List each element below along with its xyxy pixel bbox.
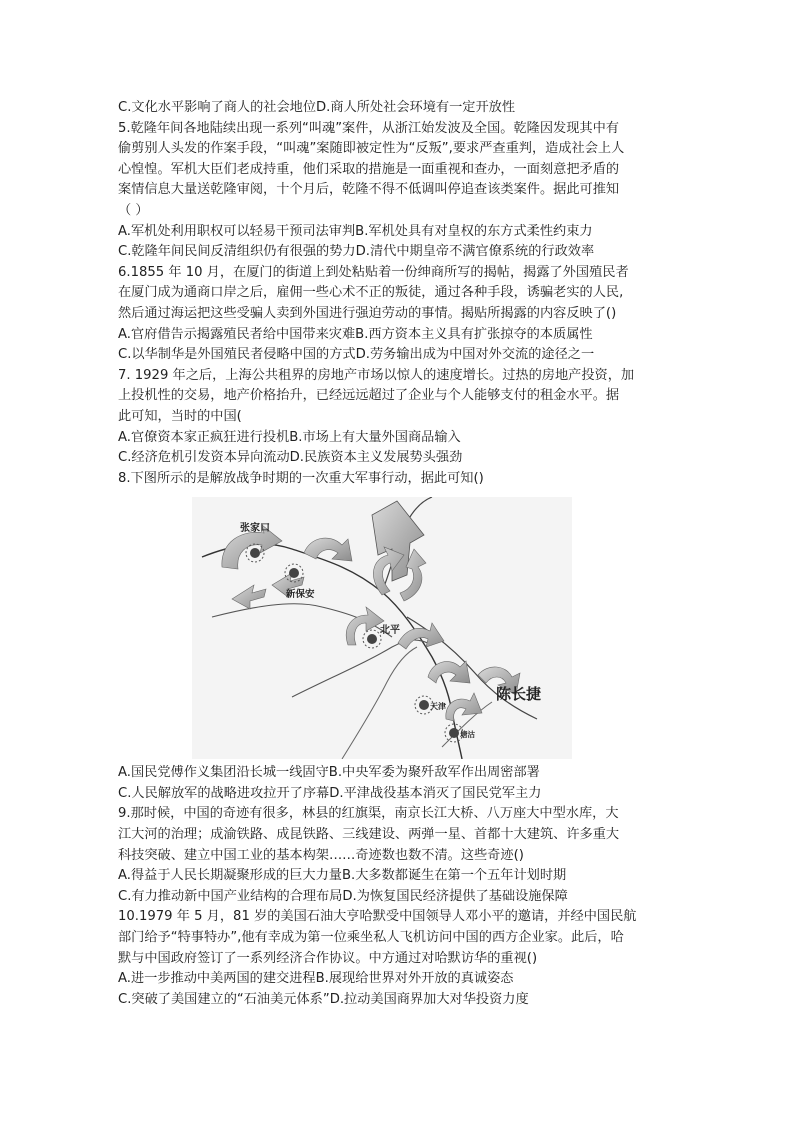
q7-option-a: A.官僚资本家正疯狂进行投机 xyxy=(118,429,290,445)
q9-stem-line: 江大河的治理；成渝铁路、成昆铁路、三线建设、两弹一星、首都十大建筑、许多重大 xyxy=(118,827,620,843)
q9-stem-line: 科技突破、建立中国工业的基本构架……奇迹数也数不清。这些奇迹() xyxy=(118,847,524,863)
q5-options-ab xyxy=(118,222,688,243)
q5-option-d: D.清代中期皇帝不满官僚系统的行政效率 xyxy=(355,244,595,260)
question-10 xyxy=(118,907,688,1010)
q5-option-b: B.军机处具有对皇权的东方式柔性约束力 xyxy=(355,223,593,239)
q8-option-b: B.中央军委为聚歼敌军作出周密部署 xyxy=(328,765,540,781)
q10-options-cd xyxy=(118,990,688,1011)
q10-option-d: D.拉动美国商界加大对华投资力度 xyxy=(329,991,529,1007)
question-6 xyxy=(118,263,688,366)
q7-options-ab xyxy=(118,428,688,449)
q8-options-ab xyxy=(118,763,688,784)
q10-option-b: B.展现给世界对外开放的真诚姿态 xyxy=(315,971,514,987)
q6-option-c: C.以华制华是外国殖民者侵略中国的方式 xyxy=(118,347,356,363)
q4-option-c: C.文化水平影响了商人的社会地位 xyxy=(118,100,317,115)
q4-option-d: D.商人所处社会环境有一定开放性 xyxy=(316,100,516,115)
question-7 xyxy=(118,366,688,469)
q8-option-d: D.平津战役基本消灭了国民党军主力 xyxy=(329,785,542,801)
map-label-beiping: 北平 xyxy=(380,625,400,637)
q5-option-c: C.乾隆年间民间反清组织仍有很强的势力 xyxy=(118,244,356,260)
q10-stem-line: 部门给予“特事特办”,他有幸成为第一位乘坐私人飞机访问中国的西方企业家。此后，哈 xyxy=(118,930,624,946)
q7-option-b: B.市场上有大量外国商品输入 xyxy=(289,429,461,445)
question-8 xyxy=(118,469,688,805)
q6-stem-line: 然后通过海运把这些受骗人卖到外国进行强迫劳动的事情。揭贴所揭露的内容反映了() xyxy=(118,305,617,321)
q6-options-ab xyxy=(118,325,688,346)
q8-option-c: C.人民解放军的战略进攻拉开了序幕 xyxy=(118,785,330,801)
map-label-chen-changjie: 陈长捷 xyxy=(496,685,542,704)
q10-stem-line: 10.1979 年 5 月，81 岁的美国石油大亨哈默受中国领导人邓小平的邀请，并经中国民航 xyxy=(118,909,637,925)
q9-option-d: D.为恢复国民经济提供了基础设施保障 xyxy=(342,888,568,904)
map-label-xinbaoan: 新保安 xyxy=(286,589,315,601)
pingjin-campaign-map xyxy=(192,497,572,759)
q8-stem: 8.下图所示的是解放战争时期的一次重大军事行动，据此可知() xyxy=(118,470,484,486)
q4-options-cd xyxy=(118,98,688,119)
question-5 xyxy=(118,119,688,263)
questions-body xyxy=(118,98,688,1010)
q9-options-ab xyxy=(118,866,688,887)
q9-stem-line: 9.那时候，中国的奇迹有很多，林县的红旗渠，南京长江大桥、八万座大中型水库，大 xyxy=(118,806,619,822)
q6-option-b: B.西方资本主义具有扩张掠夺的本质属性 xyxy=(355,326,593,342)
q9-options-cd xyxy=(118,887,688,908)
map-label-tianjin: 天津 xyxy=(430,702,446,712)
map-label-tanggu: 塘沽 xyxy=(460,730,475,740)
q8-options-cd xyxy=(118,784,688,805)
q10-stem-line: 默与中国政府签订了一系列经济合作协议。中方通过对哈默访华的重视() xyxy=(118,950,538,966)
q6-stem-line: 在厦门成为通商口岸之后，雇佣一些心术不正的叛徒，通过各种手段，诱骗老实的人民, xyxy=(118,285,624,301)
q5-stem-line: 偷剪别人头发的作案手段，“叫魂”案随即被定性为“反叛”,要求严查重判，造成社会上人 xyxy=(118,141,625,157)
q6-stem-line: 6.1855 年 10 月，在厦门的街道上到处粘贴着一份绅商所写的揭帖，揭露了外国殖民者 xyxy=(118,264,629,280)
q5-option-a: A.军机处利用职权可以轻易干预司法审判 xyxy=(118,223,356,239)
q5-options-cd xyxy=(118,242,688,263)
q6-option-d: D.劳务输出成为中国对外交流的途径之一 xyxy=(355,347,595,363)
q5-stem-line: 心惶惶。军机大臣们老成持重，他们采取的措施是一面重视和查办，一面刻意把矛盾的 xyxy=(118,161,620,177)
q6-options-cd xyxy=(118,345,688,366)
q5-stem-line: 案情信息大量送乾隆审阅，十个月后，乾隆不得不低调叫停追查该类案件。据此可推知 xyxy=(118,182,620,198)
q8-option-a: A.国民党傅作义集团沿长城一线固守 xyxy=(118,765,329,781)
q5-stem-line: （ ） xyxy=(118,202,149,218)
q5-stem-line: 5.乾隆年间各地陆续出现一系列“叫魂”案件，从浙江始发波及全国。乾隆因发现其中有 xyxy=(118,120,619,136)
q10-options-ab xyxy=(118,969,688,990)
q7-stem-line: 7. 1929 年之后，上海公共租界的房地产市场以惊人的速度增长。过热的房地产投资，加 xyxy=(118,367,635,383)
q9-option-c: C.有力推动新中国产业结构的合理布局 xyxy=(118,888,343,904)
q7-option-c: C.经济危机引发资本异向流动 xyxy=(118,450,290,466)
q10-option-a: A.进一步推动中美两国的建交进程 xyxy=(118,971,316,987)
q10-option-c: C.突破了美国建立的“石油美元体系” xyxy=(118,991,330,1007)
q9-option-a: A.得益于人民长期凝聚形成的巨大力量 xyxy=(118,868,342,884)
q7-stem-line: 此可知，当时的中国( xyxy=(118,408,242,424)
q9-option-b: B.大多数都诞生在第一个五年计划时期 xyxy=(341,868,567,884)
question-9 xyxy=(118,804,688,907)
q6-option-a: A.官府借告示揭露殖民者给中国带来灾难 xyxy=(118,326,356,342)
q7-option-d: D.民族资本主义发展势头强劲 xyxy=(289,450,463,466)
q7-stem-line: 上投机性的交易，地产价格抬升，已经远远超过了企业与个人能够支付的租金水平。据 xyxy=(118,388,620,404)
map-label-zhangjiakou: 张家口 xyxy=(240,523,270,535)
q7-options-cd xyxy=(118,448,688,469)
